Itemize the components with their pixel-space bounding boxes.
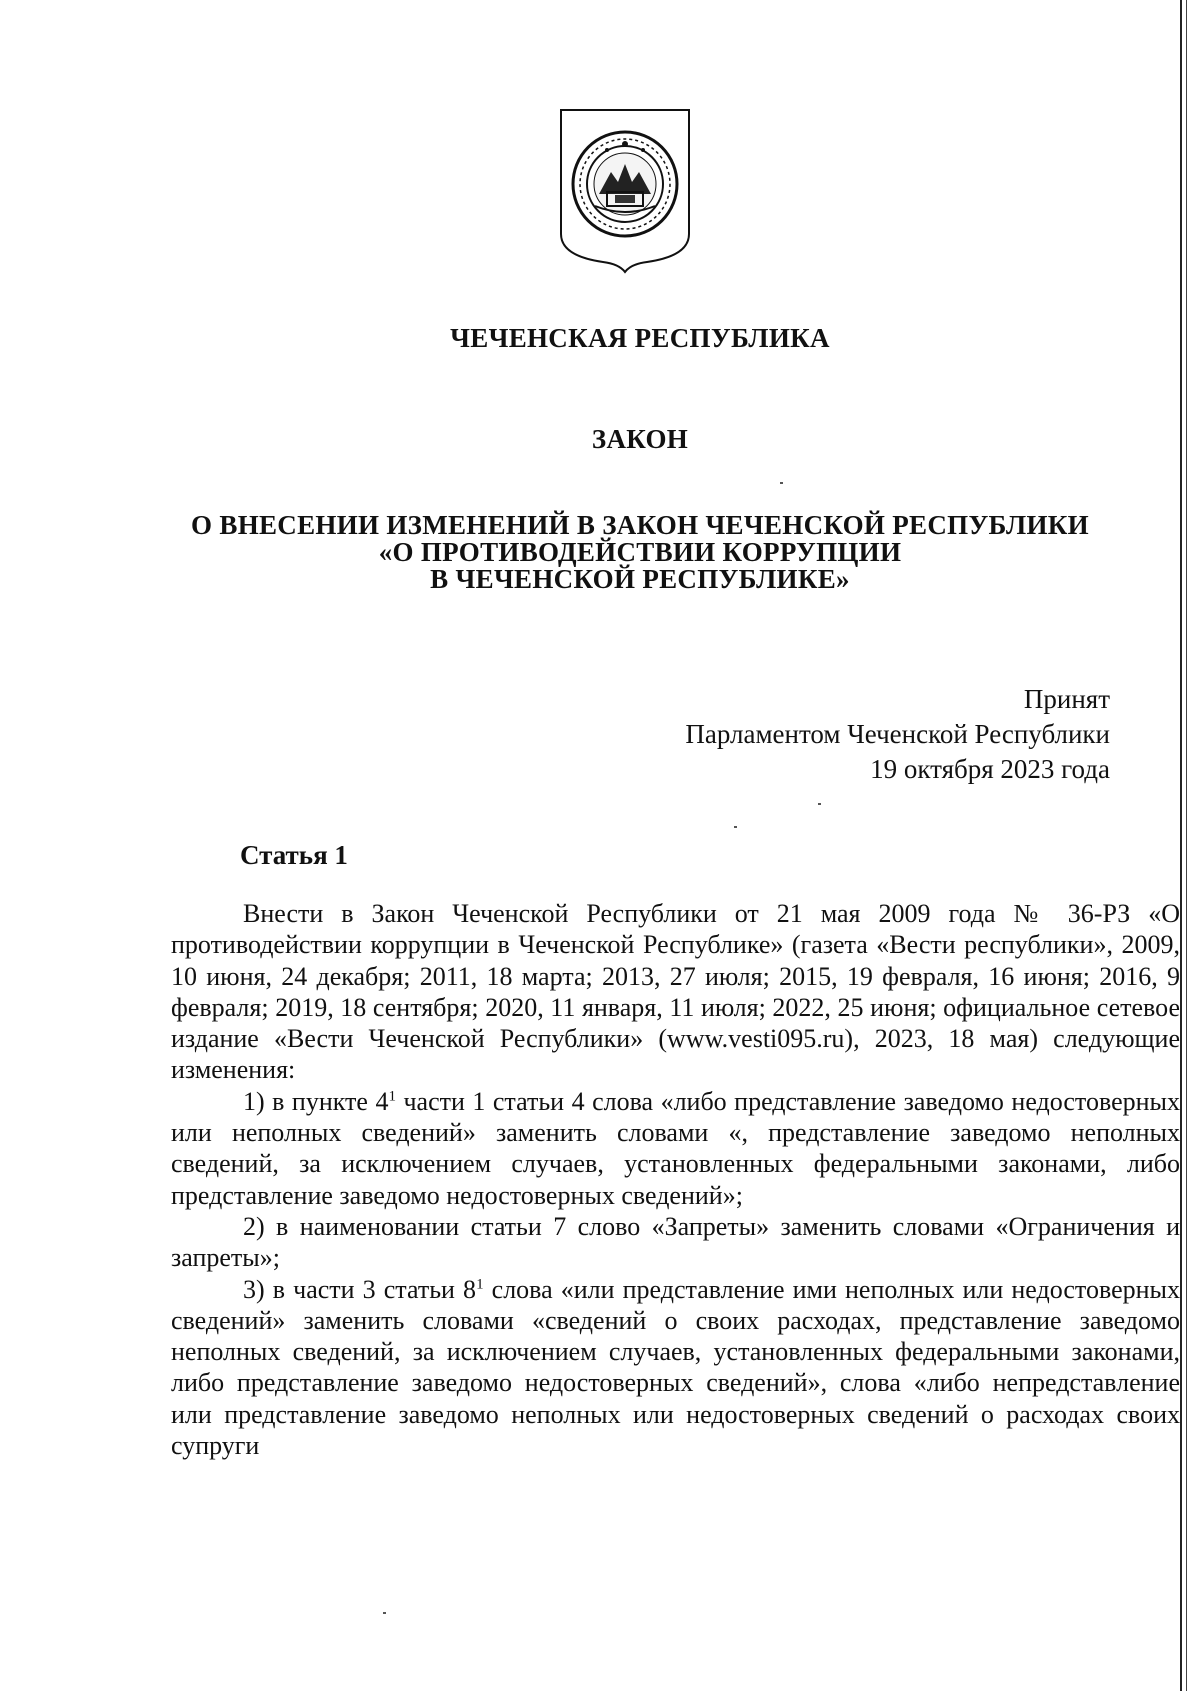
law-title-line-3: В ЧЕЧЕНСКОЙ РЕСПУБЛИКЕ» [430, 564, 850, 594]
amendment-item-1-rest: части 1 статьи 4 слова «либо представление заведомо недостоверных или неполных сведений» заменить словами «, представление заведомо неполных сведений, за исключением случаев, установленных федеральными законами, либо представление заведомо недостоверных сведений»; [171, 1086, 1180, 1210]
scan-speck [818, 803, 821, 805]
scan-edge-line [1180, 0, 1182, 1691]
scan-speck [383, 1612, 386, 1614]
adoption-note [685, 682, 1110, 787]
amendment-item-3 [171, 1274, 1180, 1462]
adoption-line-1: Принят [1023, 684, 1110, 714]
document-type-heading: ЗАКОН [591, 424, 689, 454]
adoption-date: 19 октября 2023 года [870, 754, 1110, 784]
law-title-line-1: О ВНЕСЕНИИ ИЗМЕНЕНИЙ В ЗАКОН ЧЕЧЕНСКОЙ РЕСПУБЛИКИ [191, 510, 1089, 540]
article-heading: Статья 1 [240, 840, 348, 870]
republic-heading: ЧЕЧЕНСКАЯ РЕСПУБЛИКА [450, 323, 830, 353]
amendment-item-3-rest: слова «или представление ими неполных или недостоверных сведений» заменить словами «сведений о своих расходах, представление заведомо неполных сведений, за исключением случаев, установленных федеральными законами, либо представление заведомо недостоверных сведений», слова «либо непредставление или представление заведомо неполных или недостоверных сведений о расходах своих супруги [171, 1274, 1180, 1461]
law-title [0, 512, 1200, 593]
scan-speck [780, 482, 783, 484]
scan-edge-line-inner [1186, 0, 1187, 1691]
article-body [171, 898, 1180, 1461]
amendment-item-1-start: 1) в пункте 4 [243, 1086, 389, 1116]
adoption-line-2: Парламентом Чеченской Республики [685, 719, 1110, 749]
amendment-item-3-start: 3) в части 3 статьи 8 [243, 1274, 477, 1304]
coat-of-arms-emblem [555, 106, 695, 274]
law-title-line-2: «О ПРОТИВОДЕЙСТВИИ КОРРУПЦИИ [378, 537, 902, 567]
amendment-item-1-superscript: 1 [388, 1088, 396, 1105]
scan-speck [734, 826, 737, 828]
amendment-item-3-superscript: 1 [476, 1275, 484, 1292]
amendment-item-2: 2) в наименовании статьи 7 слово «Запреты» заменить словами «Ограничения и запреты»; [171, 1211, 1180, 1273]
article-intro-paragraph: Внести в Закон Чеченской Республики от 21 мая 2009 года № 36-РЗ «О противодействии коррупции в Чеченской Республике» (газета «Вести республики», 2009, 10 июня, 24 декабря; 2011, 18 марта; 2013, 27 июля; 2015, 19 февраля, 16 июня; 2016, 9 февраля; 2019, 18 сентября; 2020, 11 января, 11 июля; 2022, 25 июня; официальное сетевое издание «Вести Чеченской Республики» (www.vesti095.ru), 2023, 18 мая) следующие изменения: [171, 899, 1180, 1085]
amendment-item-1 [171, 1086, 1180, 1211]
